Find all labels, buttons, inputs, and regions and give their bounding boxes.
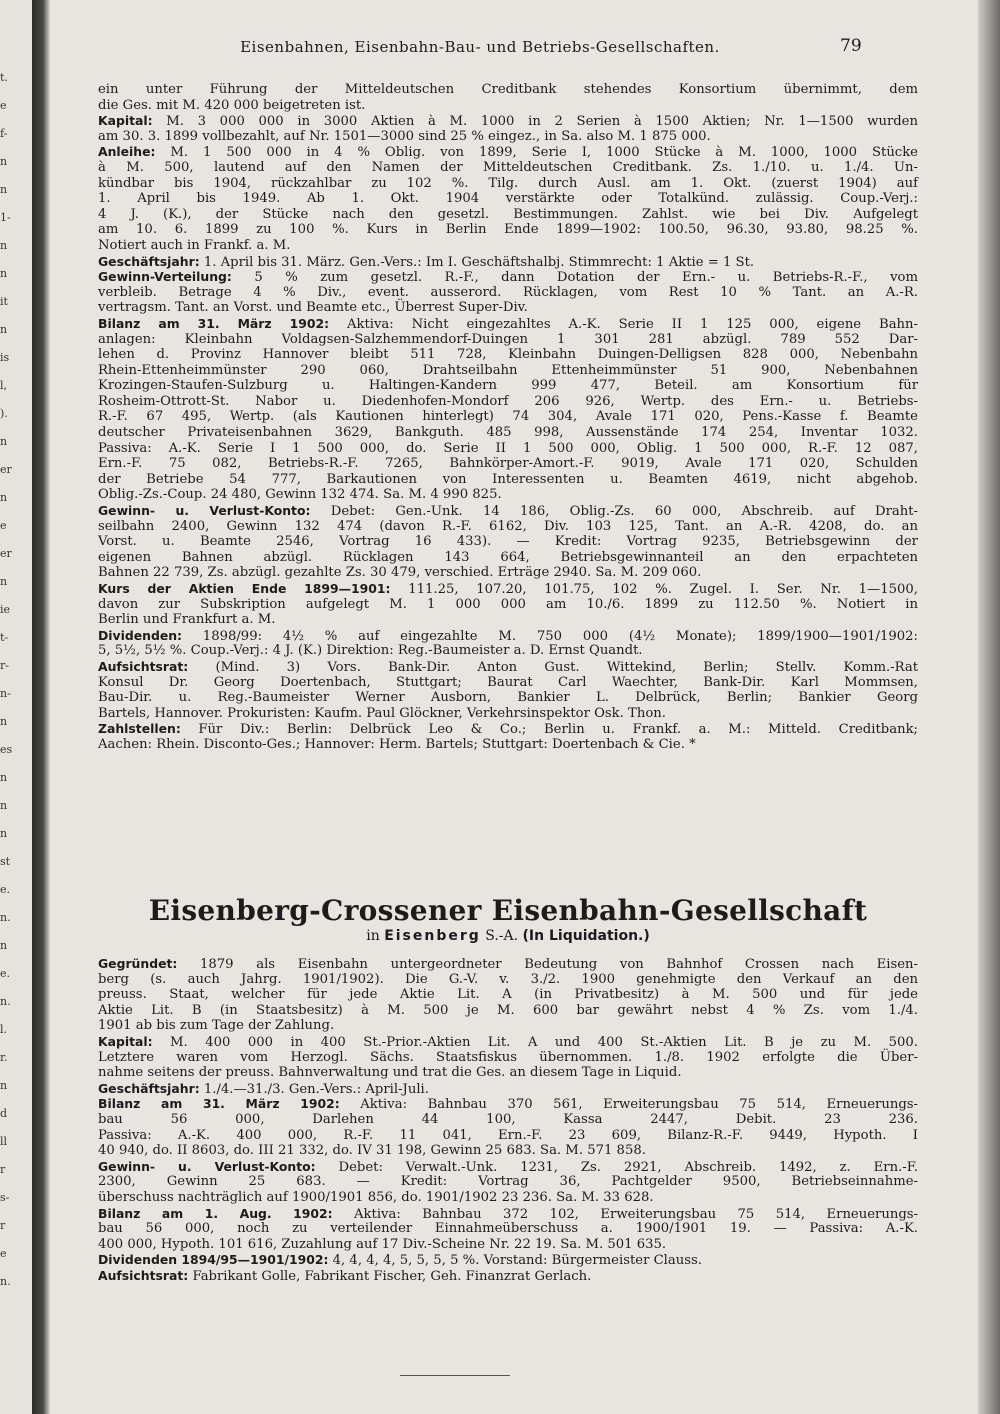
margin-fragment: is (0, 351, 10, 364)
line-text: 1879 als Eisenbahn untergeordneter Bedeutung von Bahnhof Crossen nach Eisen- (177, 957, 918, 972)
text-line (98, 1237, 918, 1253)
line-text: M. 400 000 in 400 St.-Prior.-Aktien Lit. A und 400 St.-Aktien Lit. B je zu M. 500. (152, 1034, 918, 1050)
text-line (98, 409, 918, 425)
margin-fragment: n (0, 491, 8, 504)
text-line (98, 1096, 918, 1112)
margin-fragment: r (0, 1219, 6, 1232)
line-text: Vorst. u. Beamte 2546, Vortrag 16 433). — Kredit: Vortrag 9235, Betriebsgewinn der (98, 534, 918, 550)
line-text: Notiert auch in Frankf. a. M. (98, 237, 291, 253)
line-text: 1. April bis 31. März. Gen.-Vers.: Im I. Geschäftshalbj. Stimmrecht: 1 Aktie = 1 St. (199, 254, 755, 270)
line-text: 5, 5½, 5½ %. Coup.-Verj.: 4 J. (K.) Direktion: Reg.-Baumeister a. D. Ernst Quandt. (98, 643, 643, 659)
text-line (98, 1065, 918, 1081)
section-label: Bilanz am 31. März 1902: (98, 315, 330, 331)
book-gutter (32, 0, 50, 1414)
margin-fragment: ll (0, 1135, 8, 1148)
line-text: lehen d. Provinz Hannover bleibt 511 728, Kleinbahn Duingen-Delligsen 828 000, Nebenbahn (98, 347, 918, 363)
section-label: Dividenden: (98, 627, 182, 643)
margin-fragment: n (0, 183, 8, 196)
section-label: Bilanz am 1. Aug. 1902: (98, 1205, 333, 1221)
text-line (98, 129, 918, 145)
text-line (98, 565, 918, 581)
section-label: Bilanz am 31. März 1902: (98, 1096, 340, 1112)
text-line (98, 1159, 918, 1175)
line-text: Fabrikant Golle, Fabrikant Fischer, Geh. Finanzrat Gerlach. (188, 1268, 592, 1284)
line-text: der Betriebe 54 777, Barkautionen von Interessenten u. Beamten 4619, nicht abgehob. (98, 471, 918, 487)
text-line (98, 706, 918, 722)
text-line (98, 332, 918, 348)
line-text: am 10. 6. 1899 zu 100 %. Kurs in Berlin Ende 1899—1902: 100.50, 96.30, 93.80, 98.25 %. (98, 222, 918, 238)
section-label: Gewinn- u. Verlust-Konto: (98, 1158, 316, 1174)
line-text: 1./4.—31./3. Gen.-Vers.: April-Juli. (199, 1081, 429, 1097)
line-text: Debet: Verwalt.-Unk. 1231, Zs. 2921, Abschreib. 1492, z. Ern.-F. (315, 1159, 918, 1175)
line-text: Aktiva: Nicht eingezahltes A.-K. Serie II 1 125 000, eigene Bahn- (329, 316, 918, 332)
line-text: Bartels, Hannover. Prokuristen: Kaufm. Paul Glöckner, Verkehrsinspektor Osk. Thon. (98, 705, 666, 721)
subtitle-place: Eisenberg (384, 928, 481, 944)
line-text: Ern.-F. 75 082, Betriebs-R.-F. 7265, Bahnkörper-Amort.-F. 9019, Avale 171 020, Schulden (98, 456, 918, 472)
text-line (98, 1003, 918, 1019)
text-line (98, 1221, 918, 1237)
line-text: Krozingen-Staufen-Sulzburg u. Haltingen-Kandern 999 477, Beteil. am Konsortium für (98, 378, 918, 394)
line-text: deutscher Privateisenbahnen 3629, Bankguth. 485 998, Aussenstände 174 254, Inventar 1032. (98, 425, 918, 441)
line-text: Für Div.: Berlin: Delbrück Leo & Co.; Berlin u. Frankf. a. M.: Mitteld. Creditbank; (180, 722, 918, 738)
text-line (98, 737, 918, 753)
section-label: Aufsichtsrat: (98, 658, 189, 674)
line-text: 4 J. (K.), der Stücke nach den gesetzl. Bestimmungen. Zahlst. wie bei Div. Aufgelegt (98, 206, 918, 222)
line-text: bau 56 000, Darlehen 44 100, Kassa 2447, Debit. 23 236. (98, 1111, 918, 1127)
page-number: 79 (840, 36, 862, 56)
margin-fragment: n (0, 267, 8, 280)
margin-fragment: ie (0, 603, 11, 616)
subtitle-status: (In Liquidation.) (522, 928, 650, 944)
company-subtitle (98, 928, 918, 944)
line-text: 111.25, 107.20, 101.75, 102 %. Zugel. I. Ser. Nr. 1—1500, (390, 582, 918, 597)
text-line (98, 1174, 918, 1190)
text-line (98, 269, 918, 285)
text-line (98, 1143, 918, 1159)
text-line (98, 550, 918, 566)
text-line (98, 441, 918, 457)
line-text: Oblig.-Zs.-Coup. 24 480, Gewinn 132 474. Sa. M. 4 990 825. (98, 487, 502, 503)
margin-fragment: r (0, 1163, 6, 1176)
line-text: berg (s. auch Jahrg. 1901/1902). Die G.-V. v. 3./2. 1900 genehmigte den Verkauf an den (98, 971, 918, 987)
text-line (98, 1252, 918, 1268)
margin-fragment: er (0, 547, 12, 560)
text-line (98, 1268, 918, 1284)
book-page (50, 0, 978, 1414)
line-text: Aktie Lit. B (in Staatsbesitz) à M. 500 je M. 600 bar gewährt nebst 4 % Zs. vom 1./4. (98, 1002, 918, 1018)
line-text: Aktiva: Bahnbau 372 102, Erweiterungsbau 75 514, Erneuerungs- (332, 1206, 918, 1222)
page-edge (978, 0, 1000, 1414)
text-line (98, 659, 918, 675)
text-line (98, 487, 918, 503)
text-line (98, 425, 918, 441)
text-line (98, 472, 918, 488)
line-text: Konsul Dr. Georg Doertenbach, Stuttgart; Baurat Carl Waechter, Bank-Dir. Karl Mommsen, (98, 674, 918, 690)
line-text: à M. 500, lautend auf den Namen der Mitteldeutschen Creditbank. Zs. 1./10. u. 1./4. Un- (98, 159, 918, 175)
text-line (98, 1081, 918, 1097)
margin-fragment: e (0, 99, 7, 112)
section-label: Gegründet: (98, 956, 178, 971)
text-line (98, 378, 918, 394)
line-text: Bahnen 22 739, Zs. abzügl. gezahlte Zs. 30 479, verschied. Erträge 2940. Sa. M. 209 060. (98, 565, 702, 581)
text-line (98, 82, 918, 98)
line-text: bau 56 000, noch zu verteilender Einnahmeüberschuss a. 1900/1901 19. — Passiva: A.-K. (98, 1221, 918, 1237)
line-text: Rosheim-Ottrott-St. Nabor u. Diedenhofen-Mondorf 206 926, Wertp. des Ern.- u. Betriebs- (98, 393, 918, 409)
margin-fragment: r. (0, 1051, 8, 1064)
section-label: Kapital: (98, 1033, 153, 1049)
text-line (98, 643, 918, 659)
text-line (98, 1034, 918, 1050)
section-label: Kurs der Aktien Ende 1899—1901: (98, 581, 391, 596)
line-text: davon zur Subskription aufgelegt M. 1 000 000 am 10./6. 1899 zu 112.50 %. Notiert in (98, 596, 918, 612)
line-text: R.-F. 67 495, Wertp. (als Kautionen hinterlegt) 74 304, Avale 171 020, Pens.-Kasse f. Beamte (98, 409, 918, 425)
text-line (98, 1206, 918, 1222)
section-label: Gewinn-Verteilung: (98, 269, 232, 285)
line-text: 1898/99: 4½ % auf eingezahlte M. 750 000 (4½ Monate); 1899/1900—1901/1902: (182, 628, 918, 644)
text-line (98, 1128, 918, 1144)
line-text: 2300, Gewinn 25 683. — Kredit: Vortrag 36, Pachtgelder 9500, Betriebseinnahme- (98, 1174, 918, 1190)
text-line (98, 690, 918, 706)
margin-fragment: n (0, 239, 8, 252)
text-line (98, 347, 918, 363)
text-line (98, 534, 918, 550)
margin-fragment: l. (0, 1023, 8, 1036)
text-line (98, 581, 918, 597)
margin-fragment: s- (0, 1191, 10, 1204)
entry-text-block (98, 956, 918, 1283)
margin-fragment: n- (0, 687, 11, 700)
text-line (98, 1190, 918, 1206)
text-line (98, 503, 918, 519)
margin-fragment: n (0, 799, 8, 812)
line-text: Debet: Gen.-Unk. 14 186, Oblig.-Zs. 60 000, Abschreib. auf Draht- (310, 504, 918, 520)
text-line (98, 1050, 918, 1066)
line-text: vertragsm. Tant. an Vorst. und Beamte etc., Überrest Super-Div. (98, 300, 528, 316)
section-label: Dividenden 1894/95—1901/1902: (98, 1252, 329, 1268)
line-text: 4, 4, 4, 4, 5, 5, 5, 5 %. Vorstand: Bürgermeister Clauss. (328, 1253, 702, 1269)
line-text: Bau-Dir. u. Reg.-Baumeister Werner Ausborn, Bankier L. Delbrück, Berlin; Bankier Georg (98, 690, 918, 706)
line-text: 1. April bis 1949. Ab 1. Okt. 1904 verstärkte oder Totalkünd. zulässig. Coup.-Verj.: (98, 191, 918, 207)
margin-fragment: n. (0, 995, 11, 1008)
section-label: Gewinn- u. Verlust-Konto: (98, 503, 311, 519)
line-text: Letztere waren vom Herzogl. Sächs. Staatsfiskus übernommen. 1./8. 1902 erfolgte die Über- (98, 1049, 918, 1065)
text-line (98, 956, 918, 972)
line-text: verbleib. Betrage 4 % Div., event. ausserord. Rücklagen, vom Rest 10 % Tant. an A.-R. (98, 284, 918, 300)
line-text: Aachen: Rhein. Disconto-Ges.; Hannover: Herm. Bartels; Stuttgart: Doertenbach & Cie. * (98, 736, 696, 752)
section-label: Anleihe: (98, 144, 156, 160)
margin-fragment: n (0, 155, 8, 168)
margin-fragment: t- (0, 631, 9, 644)
margin-fragment: n. (0, 911, 11, 924)
text-line (98, 113, 918, 129)
margin-fragment: e (0, 519, 7, 532)
margin-fragment: ). (0, 407, 8, 420)
text-line (98, 98, 918, 114)
line-text: Passiva: A.-K. 400 000, R.-F. 11 041, Ern.-F. 23 609, Bilanz-R.-F. 9449, Hypoth. I (98, 1127, 918, 1143)
text-line (98, 519, 918, 535)
text-line (98, 597, 918, 613)
text-line (98, 254, 918, 270)
text-line (98, 363, 918, 379)
text-line (98, 222, 918, 238)
line-text: preuss. Staat, welcher für jede Aktie Lit. A (in Privatbesitz) à M. 500 und für jede (98, 987, 918, 1003)
section-label: Zahlstellen: (98, 721, 181, 737)
section-label: Aufsichtsrat: (98, 1267, 189, 1283)
line-text: eigenen Bahnen abzügl. Rücklagen 143 664, Betriebsgewinnanteil an den erpachteten (98, 549, 918, 565)
subtitle-prefix: in (366, 928, 385, 944)
text-line (98, 176, 918, 192)
line-text: Aktiva: Bahnbau 370 561, Erweiterungsbau 75 514, Erneuerungs- (339, 1097, 918, 1113)
text-line (98, 675, 918, 691)
margin-fragment: e. (0, 967, 11, 980)
text-line (98, 394, 918, 410)
margin-fragment: n (0, 771, 8, 784)
company-title: Eisenberg-Crossener Eisenbahn-Gesellschaft (148, 894, 868, 927)
margin-fragment: n (0, 575, 8, 588)
text-line (98, 456, 918, 472)
text-line (98, 628, 918, 644)
margin-fragment: n (0, 827, 8, 840)
text-line (98, 612, 918, 628)
margin-fragment: er (0, 463, 12, 476)
line-text: kündbar bis 1904, rückzahlbar zu 102 %. Tilg. durch Ausl. am 1. Okt. (zuerst 1904) auf (98, 175, 918, 191)
line-text: am 30. 3. 1899 vollbezahlt, auf Nr. 1501—3000 sind 25 % eingez., in Sa. also M. 1 875 000. (98, 128, 711, 144)
section-label: Geschäftsjahr: (98, 253, 200, 269)
section-label: Geschäftsjahr: (98, 1080, 200, 1096)
text-line (98, 972, 918, 988)
running-head: Eisenbahnen, Eisenbahn-Bau- und Betriebs-Gesellschaften. (240, 38, 720, 56)
margin-fragment: n (0, 323, 8, 336)
margin-fragment: l, (0, 379, 8, 392)
margin-fragment: d (0, 1107, 8, 1120)
margin-fragment: n. (0, 1275, 11, 1288)
text-line (98, 160, 918, 176)
margin-fragment: f- (0, 127, 8, 140)
text-line (98, 987, 918, 1003)
section-label: Kapital: (98, 113, 153, 129)
line-text: überschuss nachträglich auf 1900/1901 856, do. 1901/1902 23 236. Sa. M. 33 628. (98, 1189, 654, 1205)
margin-fragment: e. (0, 883, 11, 896)
line-text: M. 3 000 000 in 3000 Aktien à M. 1000 in 2 Serien à 1500 Aktien; Nr. 1—1500 wurden (152, 114, 918, 130)
text-line (98, 1112, 918, 1128)
entry-text-block (98, 82, 918, 753)
margin-fragment: it (0, 295, 8, 308)
line-text: 1901 ab bis zum Tage der Zahlung. (98, 1018, 335, 1034)
text-line (98, 238, 918, 254)
line-text: M. 1 500 000 in 4 % Oblig. von 1899, Serie I, 1000 Stücke à M. 1000, 1000 Stücke (155, 145, 918, 161)
margin-fragment: es (0, 743, 13, 756)
margin-fragment: n (0, 939, 8, 952)
margin-fragment: n (0, 435, 8, 448)
subtitle-mid: S.-A. (480, 928, 523, 944)
text-line (98, 300, 918, 316)
margin-fragment: t. (0, 71, 8, 84)
line-text: anlagen: Kleinbahn Voldagsen-Salzhemmendorf-Duingen 1 301 281 abzügl. 789 552 Dar- (98, 331, 918, 347)
margin-fragment: e (0, 1247, 7, 1260)
line-text: ein unter Führung der Mitteldeutschen Creditbank stehendes Konsortium übernimmt, dem (98, 82, 918, 97)
line-text: die Ges. mit M. 420 000 beigetreten ist. (98, 97, 366, 113)
text-line (98, 1018, 918, 1034)
line-text: seilbahn 2400, Gewinn 132 474 (davon R.-F. 6162, Div. 103 125, Tant. an A.-R. 4208, do. an (98, 518, 918, 534)
text-line (98, 721, 918, 737)
line-text: Rhein-Ettenheimmünster 290 060, Drahtseilbahn Ettenheimmünster 51 900, Nebenbahnen (98, 362, 918, 378)
line-text: 400 000, Hypoth. 101 616, Zuzahlung auf 17 Div.-Scheine Nr. 22 19. Sa. M. 501 635. (98, 1236, 667, 1252)
line-text: nahme seitens der preuss. Bahnverwaltung und trat die Ges. an diesem Tage in Liquid. (98, 1065, 682, 1081)
text-line (98, 144, 918, 160)
line-text: Berlin und Frankfurt a. M. (98, 612, 276, 628)
line-text: 5 % zum gesetzl. R.-F., dann Dotation der Ern.- u. Betriebs-R.-F., vom (231, 270, 918, 286)
margin-fragment: st (0, 855, 11, 868)
line-text: Passiva: A.-K. Serie I 1 500 000, do. Serie II 1 500 000, Oblig. 1 500 000, R.-F. 12 087, (98, 440, 918, 456)
margin-fragment: n (0, 715, 8, 728)
line-text: (Mind. 3) Vors. Bank-Dir. Anton Gust. Wittekind, Berlin; Stellv. Komm.-Rat (188, 659, 918, 675)
end-rule (400, 1375, 510, 1376)
text-line (98, 191, 918, 207)
text-line (98, 285, 918, 301)
margin-fragment: r- (0, 659, 9, 672)
line-text: 40 940, do. II 8603, do. III 21 332, do. IV 31 198, Gewinn 25 683. Sa. M. 571 858. (98, 1143, 646, 1159)
text-line (98, 316, 918, 332)
facing-page-strip (0, 0, 32, 1414)
margin-fragment: 1- (0, 211, 11, 224)
text-line (98, 207, 918, 223)
margin-fragment: n (0, 1079, 8, 1092)
